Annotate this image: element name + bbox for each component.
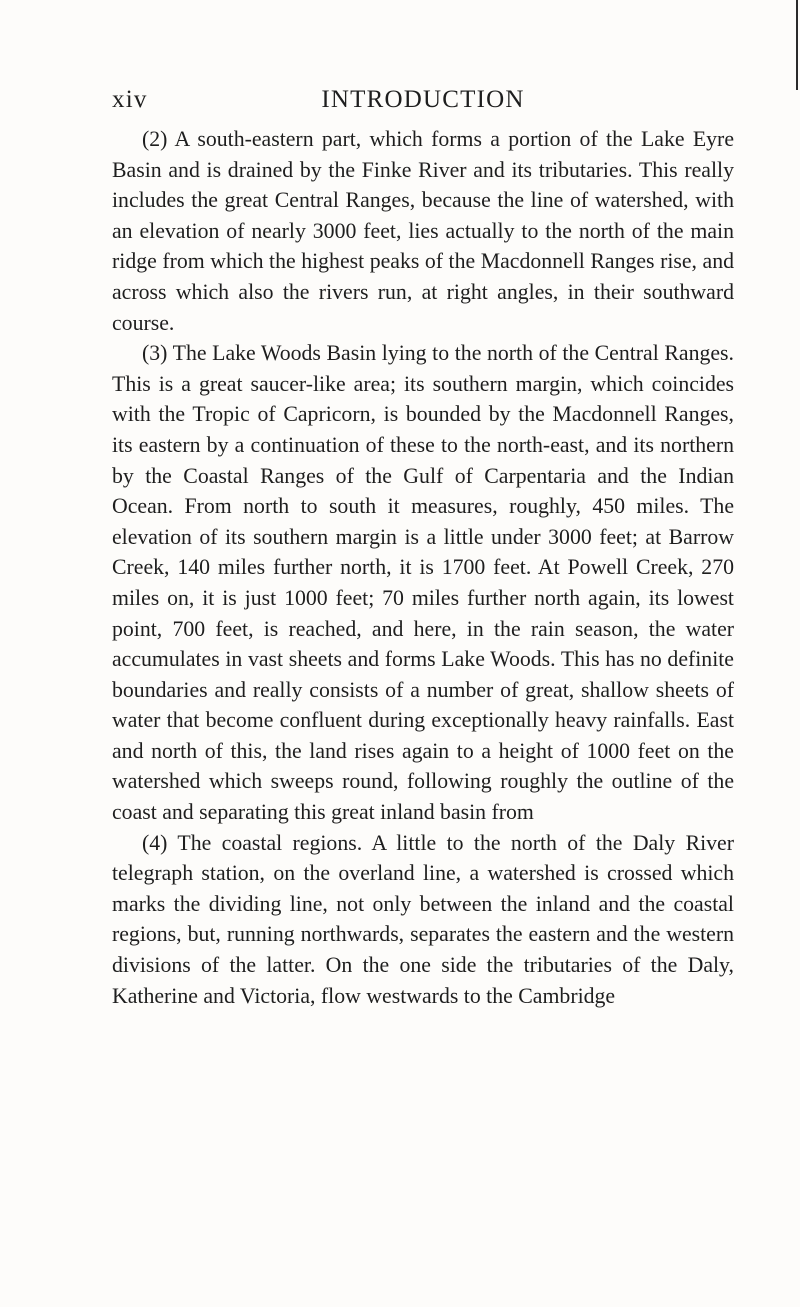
paragraph-lake-woods-basin: (3) The Lake Woods Basin lying to the north of the Central Ranges. This is a great saucer-like area; its southern margin, which coincides with the Tropic of Capricorn, is bounded by the Macdonnell Ranges, its eastern by a continuation of these to the north-east, and its northern by the Coastal Ranges of the Gulf of Carpentaria and the Indian Ocean. From north to south it measures, roughly, 450 miles. The elevation of its southern margin is a little under 3000 feet; at Barrow Creek, 140 miles further north, it is 1700 feet. At Powell Creek, 270 miles on, it is just 1000 feet; 70 miles further north again, its lowest point, 700 feet, is reached, and here, in the rain season, the water accumulates in vast sheets and forms Lake Woods. This has no definite boundaries and really consists of a number of great, shallow sheets of water that become confluent during exceptionally heavy rainfalls. East and north of this, the land rises again to a height of 1000 feet on the watershed which sweeps round, following roughly the outline of the coast and separating this great inland basin from (112, 341, 734, 825)
page-edge-line (796, 0, 798, 90)
paragraph-coastal-regions: (4) The coastal regions. A little to the north of the Daly River telegraph station, on the overland line, a watershed is crossed which marks the dividing line, not only between the inland and the coastal regions, but, running northwards, separates the eastern and the western divisions of the latter. On the one side the tributaries of the Daly, Katherine and Victoria, flow westwards to the Cambridge (112, 830, 734, 1008)
chapter-title: INTRODUCTION (321, 86, 525, 113)
page-number: xiv (112, 86, 148, 113)
body-text (112, 124, 734, 1011)
running-head (112, 80, 734, 120)
paragraph-south-eastern-part: (2) A south-eastern part, which forms a portion of the Lake Eyre Basin and is drained by the Finke River and its tributaries. This really includes the great Central Ranges, because the line of watershed, with an elevation of nearly 3000 feet, lies actually to the north of the main ridge from which the highest peaks of the Macdonnell Ranges rise, and across which also the rivers run, at right angles, in their southward course. (112, 127, 734, 335)
